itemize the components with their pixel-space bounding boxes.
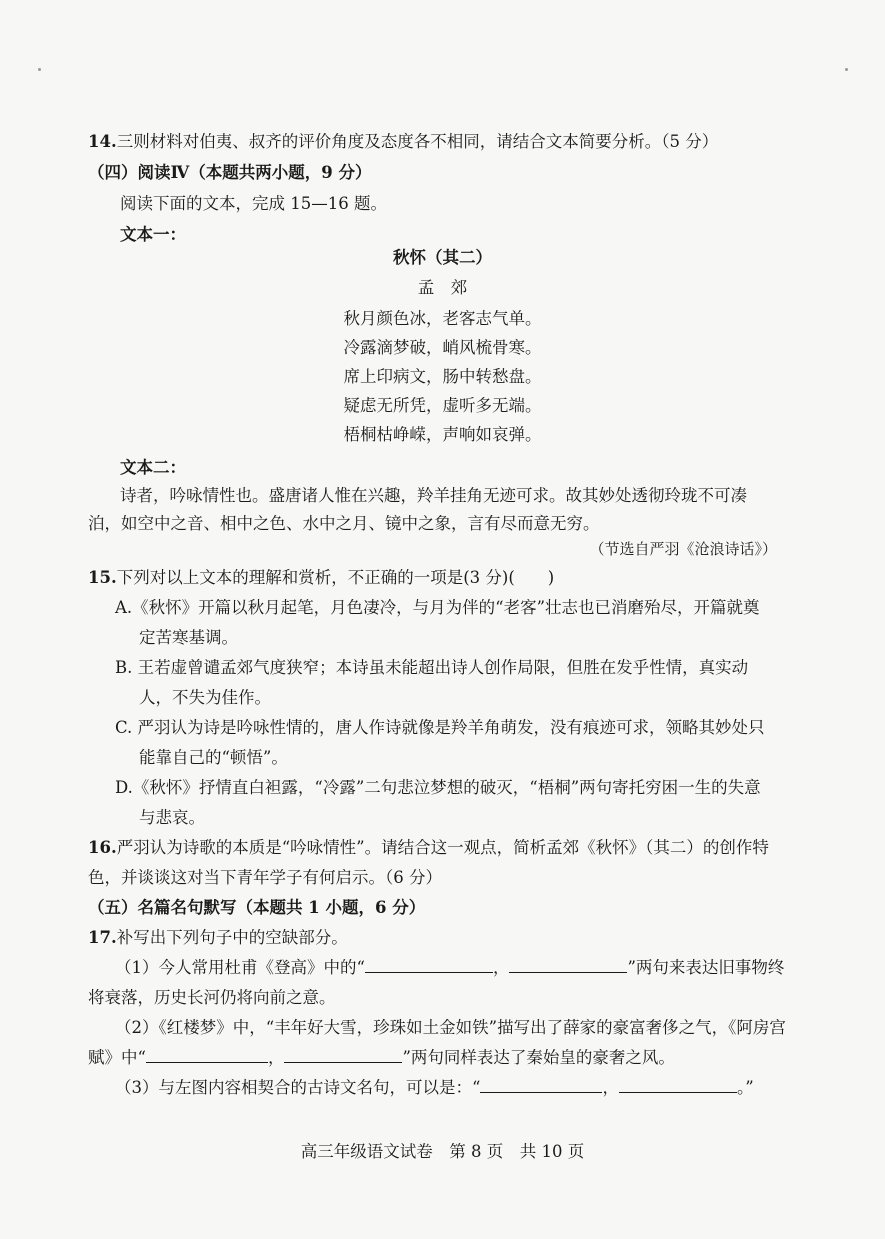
question-16-continued: 色，并谈谈这对当下青年学子有何启示。（6 分） xyxy=(88,868,442,887)
poem-title: 秋怀（其二） xyxy=(393,248,492,267)
question-text: 补写出下列句子中的空缺部分。 xyxy=(116,928,348,947)
scan-speck xyxy=(38,68,41,71)
text-2-paragraph-line: 泊，如空中之音、相中之色、水中之月、镜中之象，言有尽而意无穷。 xyxy=(88,514,600,533)
question-text: 严羽认为诗歌的本质是“吟咏情性”。请结合这一观点，简析孟郊《秋怀》（其二）的创作特 xyxy=(116,838,769,857)
poem-author: 孟 郊 xyxy=(417,278,468,297)
question-number: 14. xyxy=(88,132,117,151)
question-17 xyxy=(88,926,348,950)
option-b-line: 人，不失为佳作。 xyxy=(139,688,271,707)
item-text: 。” xyxy=(736,1078,754,1097)
answer-blank[interactable] xyxy=(284,1046,402,1063)
answer-blank[interactable] xyxy=(146,1046,268,1063)
fill-in-item-1 xyxy=(115,956,784,980)
option-b-line: B. 王若虚曾谴孟郊气度狭窄；本诗虽未能超出诗人创作局限，但胜在发乎性情，真实动 xyxy=(115,658,749,677)
fill-in-item-1-continued: 将衰落，历史长河仍将向前之意。 xyxy=(88,988,336,1007)
section-5-title: （五）名篇名句默写（本题共 1 小题，6 分） xyxy=(88,898,426,917)
question-number: 15. xyxy=(88,568,117,587)
text-2-paragraph-line: 诗者，吟咏情性也。盛唐诸人惟在兴趣，羚羊挂角无迹可求。故其妙处透彻玲珑不可凑 xyxy=(120,486,747,505)
poem-line: 梧桐枯峥嵘，声响如哀弹。 xyxy=(343,425,542,444)
question-number: 17. xyxy=(88,928,117,947)
option-a-line: A.《秋怀》开篇以秋月起笔，月色凄冷，与月为伴的“老客”壮志也已消磨殆尽，开篇就奠 xyxy=(115,598,760,617)
item-text: ， xyxy=(267,1048,285,1067)
answer-blank[interactable] xyxy=(365,956,493,973)
poem-line: 冷露滴梦破，峭风梳骨寒。 xyxy=(343,338,542,357)
poem-line: 秋月颜色冰，老客志气单。 xyxy=(343,309,542,328)
fill-in-item-2: （2）《红楼梦》中，“丰年好大雪，珍珠如土金如铁”描写出了薛家的豪富奢侈之气，《阿房宫 xyxy=(115,1018,786,1037)
question-14 xyxy=(88,130,718,154)
text-2-source: （节选自严羽《沧浪诗话》） xyxy=(589,540,777,558)
item-text: ， xyxy=(602,1078,619,1097)
item-text: ”两句来表达旧事物终 xyxy=(627,958,785,977)
item-text: 赋》中“ xyxy=(88,1048,146,1067)
section-4-title: （四）阅读Ⅳ（本题共两小题，9 分） xyxy=(88,163,372,182)
poem-line: 席上印病文，肠中转愁盘。 xyxy=(343,367,542,386)
answer-blank[interactable] xyxy=(480,1076,602,1093)
text-1-label: 文本一： xyxy=(120,225,186,244)
answer-blank[interactable] xyxy=(619,1076,737,1093)
question-text: 三则材料对伯夷、叔齐的评价角度及态度各不相同，请结合文本简要分析。（5 分） xyxy=(116,132,719,151)
question-number: 16. xyxy=(88,838,117,857)
section-4-instruction: 阅读下面的文本，完成 15—16 题。 xyxy=(120,194,387,213)
fill-in-item-3 xyxy=(115,1076,754,1100)
option-c-line: C. 严羽认为诗是吟咏性情的，唐人作诗就像是羚羊角萌发，没有痕迹可求，领略其妙处只 xyxy=(115,718,765,737)
question-16 xyxy=(88,836,769,860)
option-d-line: 与悲哀。 xyxy=(139,808,205,827)
text-2-label: 文本二： xyxy=(120,458,186,477)
item-text: （3）与左图内容相契合的古诗文名句，可以是：“ xyxy=(115,1078,481,1097)
option-d-line: D.《秋怀》抒情直白袒露，“冷露”二句悲泣梦想的破灭，“梧桐”两句寄托穷困一生的失意 xyxy=(115,778,761,797)
item-text: ”两句同样表达了秦始皇的豪奢之风。 xyxy=(402,1048,675,1067)
fill-in-item-2-continued xyxy=(88,1046,675,1070)
page-footer: 高三年级语文试卷 第 8 页 共 10 页 xyxy=(300,1142,585,1161)
option-a-line: 定苦寒基调。 xyxy=(139,628,238,647)
item-text: ， xyxy=(492,958,510,977)
poem-line: 疑虑无所凭，虚听多无端。 xyxy=(343,396,542,415)
scan-speck xyxy=(845,68,848,71)
answer-blank[interactable] xyxy=(509,956,627,973)
question-text: 下列对以上文本的理解和赏析，不正确的一项是(3 分)( ) xyxy=(116,568,555,587)
question-15 xyxy=(88,566,554,590)
item-text: （1）今人常用杜甫《登高》中的“ xyxy=(115,958,365,977)
option-c-line: 能靠自己的“顿悟”。 xyxy=(139,748,288,767)
